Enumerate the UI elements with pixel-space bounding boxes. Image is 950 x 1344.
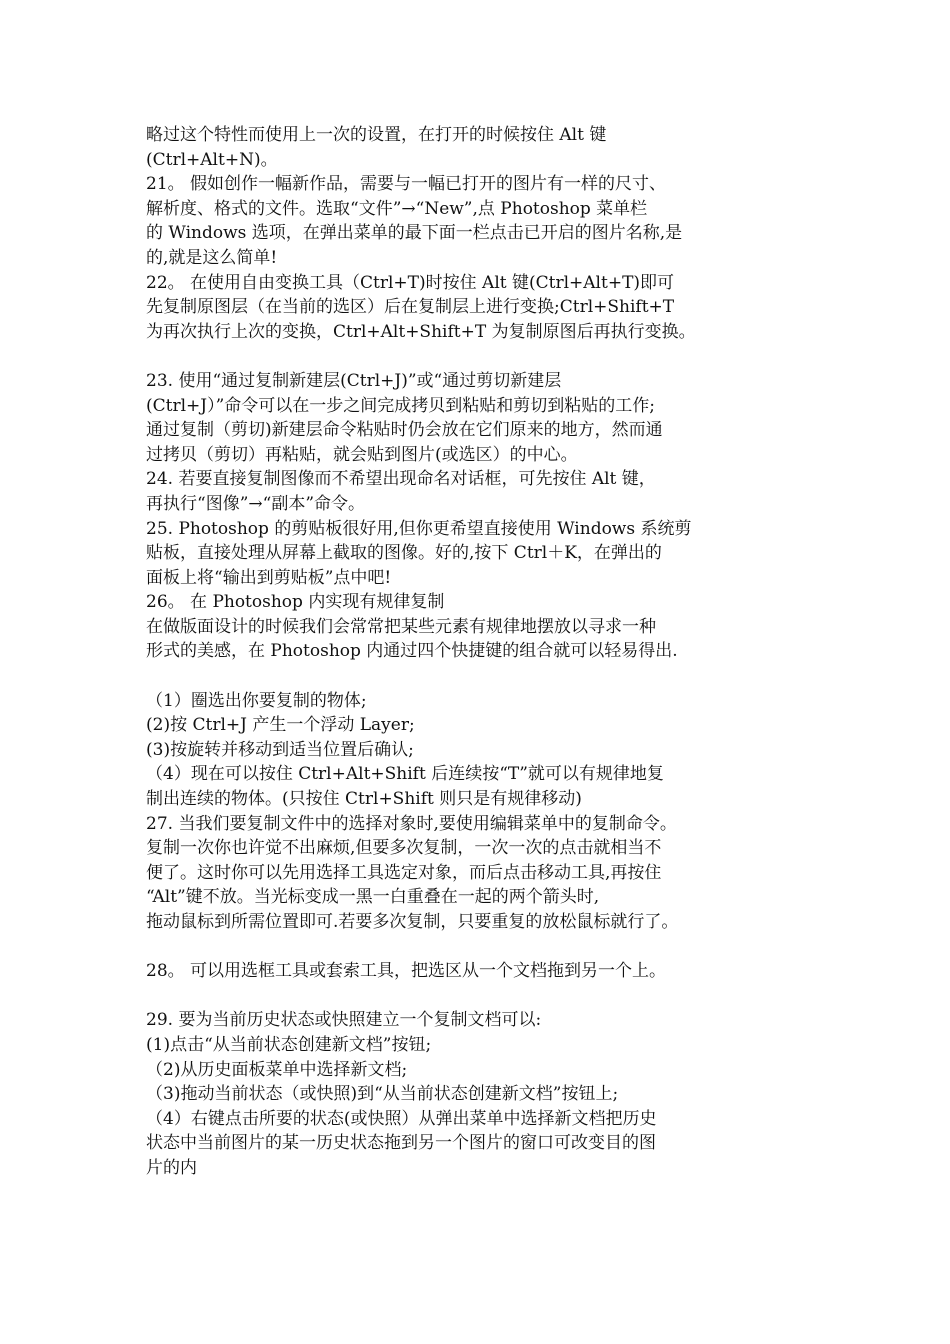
text-line: 解析度、格式的文件。选取“文件”→“New”,点 Photoshop 菜单栏 <box>146 198 648 219</box>
text-line: 21。 假如创作一幅新作品，需要与一幅已打开的图片有一样的尺寸、 <box>146 174 667 195</box>
text-line: (1)点击“从当前状态创建新文档”按钮; <box>146 1034 432 1055</box>
text-line: 23. 使用“通过复制新建层(Ctrl+J)”或“通过剪切新建层 <box>146 370 562 391</box>
text-line: 为再次执行上次的变换，Ctrl+Alt+Shift+T 为复制原图后再执行变换。 <box>146 321 696 342</box>
blank-line <box>146 984 826 1009</box>
text-line: 制出连续的物体。(只按住 Ctrl+Shift 则只是有规律移动) <box>146 789 582 810</box>
text-line: （4）现在可以按住 Ctrl+Alt+Shift 后连续按“T”就可以有规律地复 <box>146 764 664 785</box>
text-line: 28。 可以用选框工具或套索工具，把选区从一个文档拖到另一个上。 <box>146 961 667 982</box>
text-line: 复制一次你也许觉不出麻烦,但要多次复制，一次一次的点击就相当不 <box>146 838 662 859</box>
blank-line <box>146 935 826 960</box>
blank-line <box>146 344 826 369</box>
text-line: （2)从历史面板菜单中选择新文档; <box>146 1059 408 1080</box>
text-line: （4）右键点击所要的状态(或快照）从弹出菜单中选择新文档把历史 <box>146 1108 657 1129</box>
text-line: 29. 要为当前历史状态或快照建立一个复制文档可以: <box>146 1010 542 1031</box>
text-line: 22。 在使用自由变换工具（Ctrl+T)时按住 Alt 键(Ctrl+Alt+T)即可 <box>146 272 675 293</box>
blank-line <box>146 664 826 689</box>
text-line: 26。 在 Photoshop 内实现有规律复制 <box>146 592 445 613</box>
text-line: “Alt”键不放。当光标变成一黑一白重叠在一起的两个箭头时, <box>146 887 600 908</box>
text-line: 再执行“图像”→“副本”命令。 <box>146 493 366 514</box>
text-line: (Ctrl+Alt+N)。 <box>146 149 278 170</box>
text-line: （3)拖动当前状态（或快照)到“从当前状态创建新文档”按钮上; <box>146 1084 619 1105</box>
text-line: 面板上将“输出到剪贴板”点中吧! <box>146 567 392 588</box>
text-line: （1）圈选出你要复制的物体; <box>146 690 367 711</box>
text-line: 形式的美感，在 Photoshop 内通过四个快捷键的组合就可以轻易得出. <box>146 641 678 662</box>
text-line: 状态中当前图片的某一历史状态拖到另一个图片的窗口可改变目的图 <box>146 1133 656 1154</box>
text-line: 27. 当我们要复制文件中的选择对象时,要使用编辑菜单中的复制命令。 <box>146 813 677 834</box>
text-line: 25. Photoshop 的剪贴板很好用,但你更希望直接使用 Windows 系统剪 <box>146 518 692 539</box>
document-body <box>146 123 826 1181</box>
text-line: (3)按旋转并移动到适当位置后确认; <box>146 739 414 760</box>
text-line: 的 Windows 选项，在弹出菜单的最下面一栏点击已开启的图片名称,是 <box>146 223 683 244</box>
text-line: 略过这个特性而使用上一次的设置，在打开的时候按住 Alt 键 <box>146 125 607 145</box>
text-line: 贴板，直接处理从屏幕上截取的图像。好的,按下 Ctrl＋K，在弹出的 <box>146 543 662 564</box>
text-line: 片的内 <box>146 1157 197 1178</box>
text-line: 通过复制（剪切)新建层命令粘贴时仍会放在它们原来的地方，然而通 <box>146 420 663 441</box>
text-line: 过拷贝（剪切）再粘贴，就会贴到图片(或选区）的中心。 <box>146 444 578 465</box>
text-line: 拖动鼠标到所需位置即可.若要多次复制，只要重复的放松鼠标就行了。 <box>146 912 679 932</box>
text-line: 便了。这时你可以先用选择工具选定对象，而后点击移动工具,再按住 <box>146 862 662 883</box>
text-line: 的,就是这么简单! <box>146 247 278 268</box>
text-line: (2)按 Ctrl+J 产生一个浮动 Layer; <box>146 715 415 736</box>
text-line: (Ctrl+J）”命令可以在一步之间完成拷贝到粘贴和剪切到粘贴的工作; <box>146 395 656 416</box>
text-line: 在做版面设计的时候我们会常常把某些元素有规律地摆放以寻求一种 <box>146 616 656 637</box>
text-line: 先复制原图层（在当前的选区）后在复制层上进行变换;Ctrl+Shift+T <box>146 297 675 318</box>
text-line: 24. 若要直接复制图像而不希望出现命名对话框，可先按住 Alt 键， <box>146 469 656 490</box>
